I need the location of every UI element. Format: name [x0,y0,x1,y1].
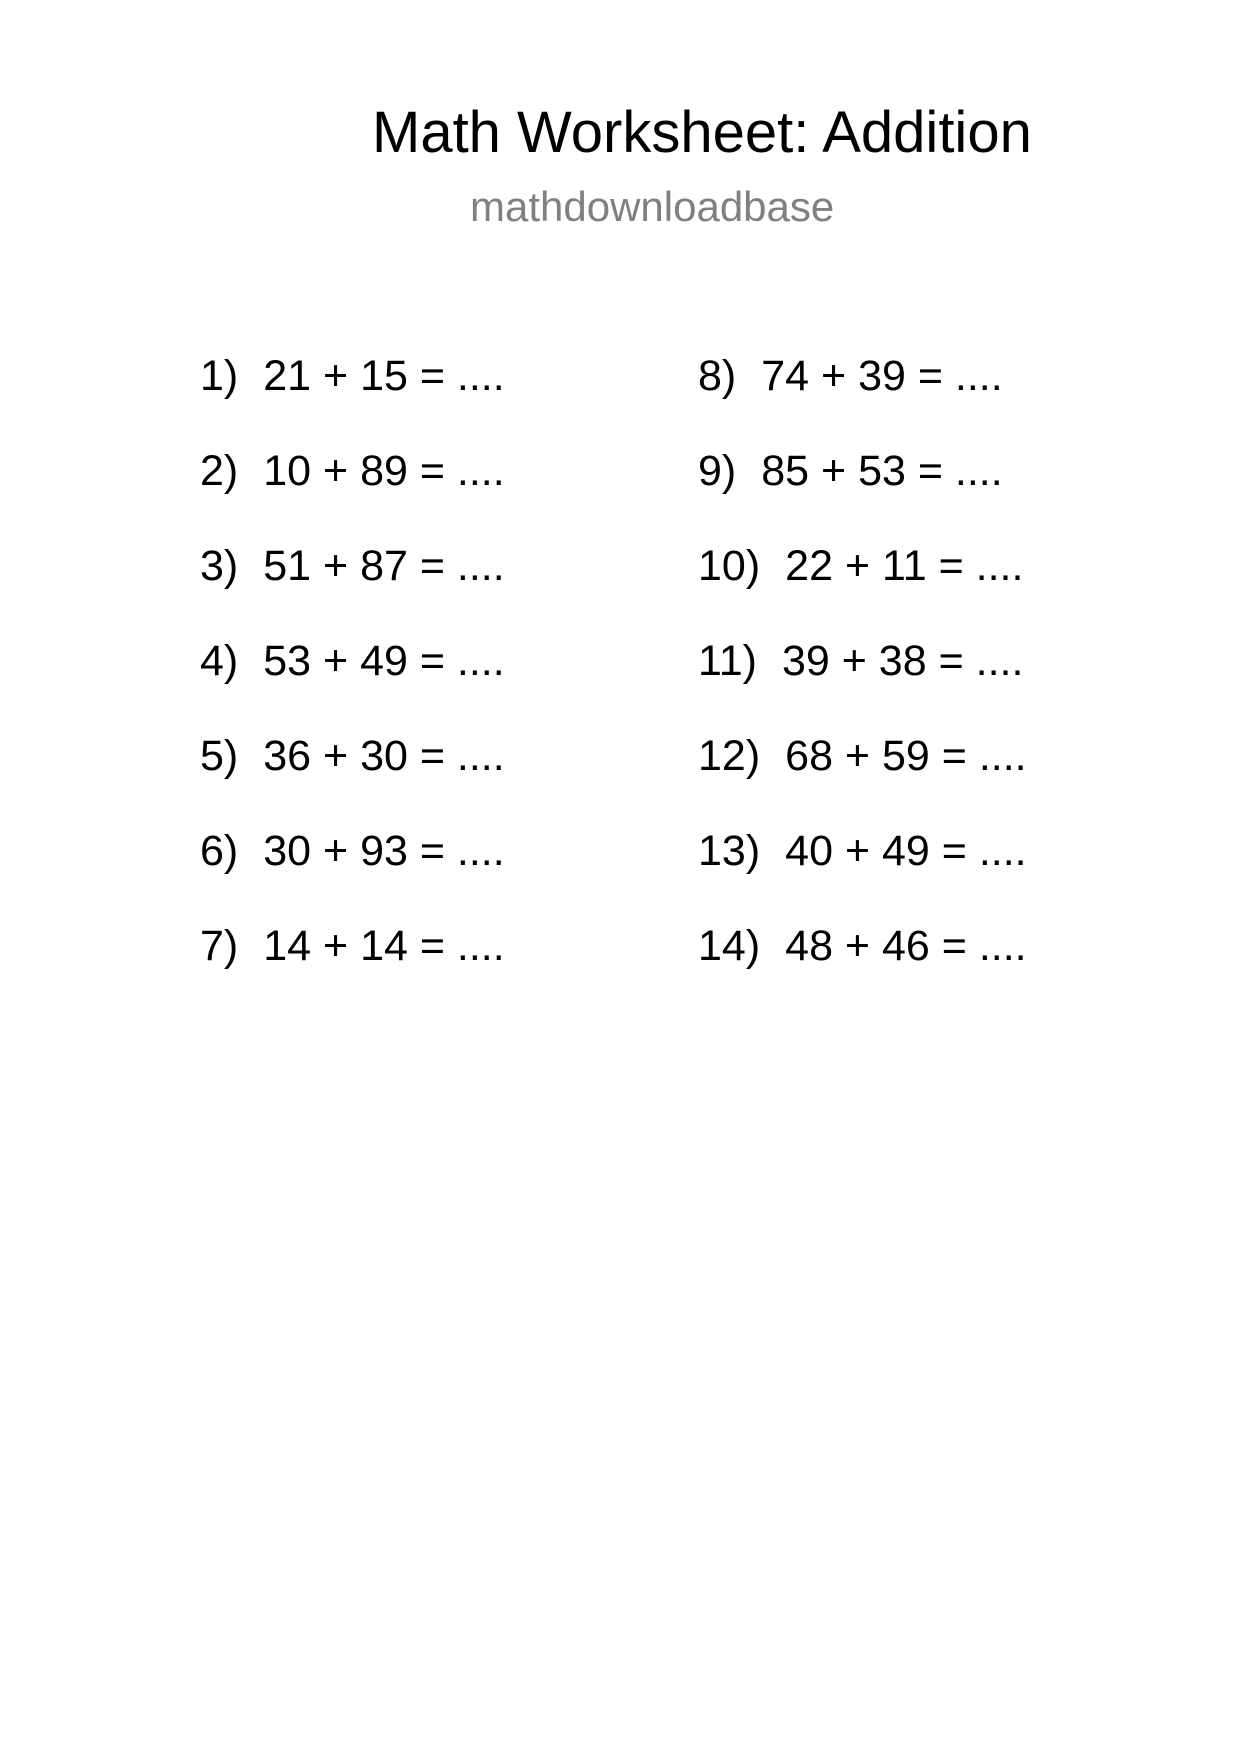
problem-number: 2) [200,447,239,495]
page-title: Math Worksheet: Addition [372,100,1032,165]
problem-number: 3) [200,542,239,590]
problem-number: 8) [698,352,737,400]
problem-expression: 39 + 38 = .... [781,637,1024,685]
page-subtitle: mathdownloadbase [470,183,835,230]
problem-5 [200,731,505,781]
problem-1 [200,351,505,401]
problem-expression: 48 + 46 = .... [785,922,1027,970]
problem-number: 1) [200,352,239,400]
problem-11 [698,636,1023,686]
problem-8 [698,351,1003,401]
problem-expression: 40 + 49 = .... [785,827,1027,875]
problem-number: 7) [200,922,239,970]
problem-9 [698,446,1003,496]
problem-number: 14) [698,922,761,970]
problem-number: 5) [200,732,239,780]
problem-number: 11) [698,637,757,685]
problem-14 [698,921,1027,971]
problem-expression: 53 + 49 = .... [263,637,505,685]
problem-3 [200,541,505,591]
problem-expression: 36 + 30 = .... [263,732,505,780]
problem-expression: 21 + 15 = .... [263,352,505,400]
problem-expression: 10 + 89 = .... [263,447,505,495]
problem-12 [698,731,1027,781]
problem-2 [200,446,505,496]
problem-expression: 68 + 59 = .... [785,732,1027,780]
problem-expression: 85 + 53 = .... [761,447,1003,495]
problem-expression: 14 + 14 = .... [263,922,505,970]
problem-number: 13) [698,827,761,875]
problem-expression: 74 + 39 = .... [761,352,1003,400]
problem-10 [698,541,1023,591]
problem-number: 4) [200,637,239,685]
problem-number: 6) [200,827,239,875]
problem-number: 12) [698,732,761,780]
problem-13 [698,826,1027,876]
problem-number: 9) [698,447,737,495]
problem-6 [200,826,505,876]
problem-4 [200,636,505,686]
problem-expression: 22 + 11 = .... [785,542,1024,590]
problem-expression: 30 + 93 = .... [263,827,505,875]
problem-number: 10) [698,542,761,590]
problem-7 [200,921,505,971]
problem-expression: 51 + 87 = .... [263,542,505,590]
